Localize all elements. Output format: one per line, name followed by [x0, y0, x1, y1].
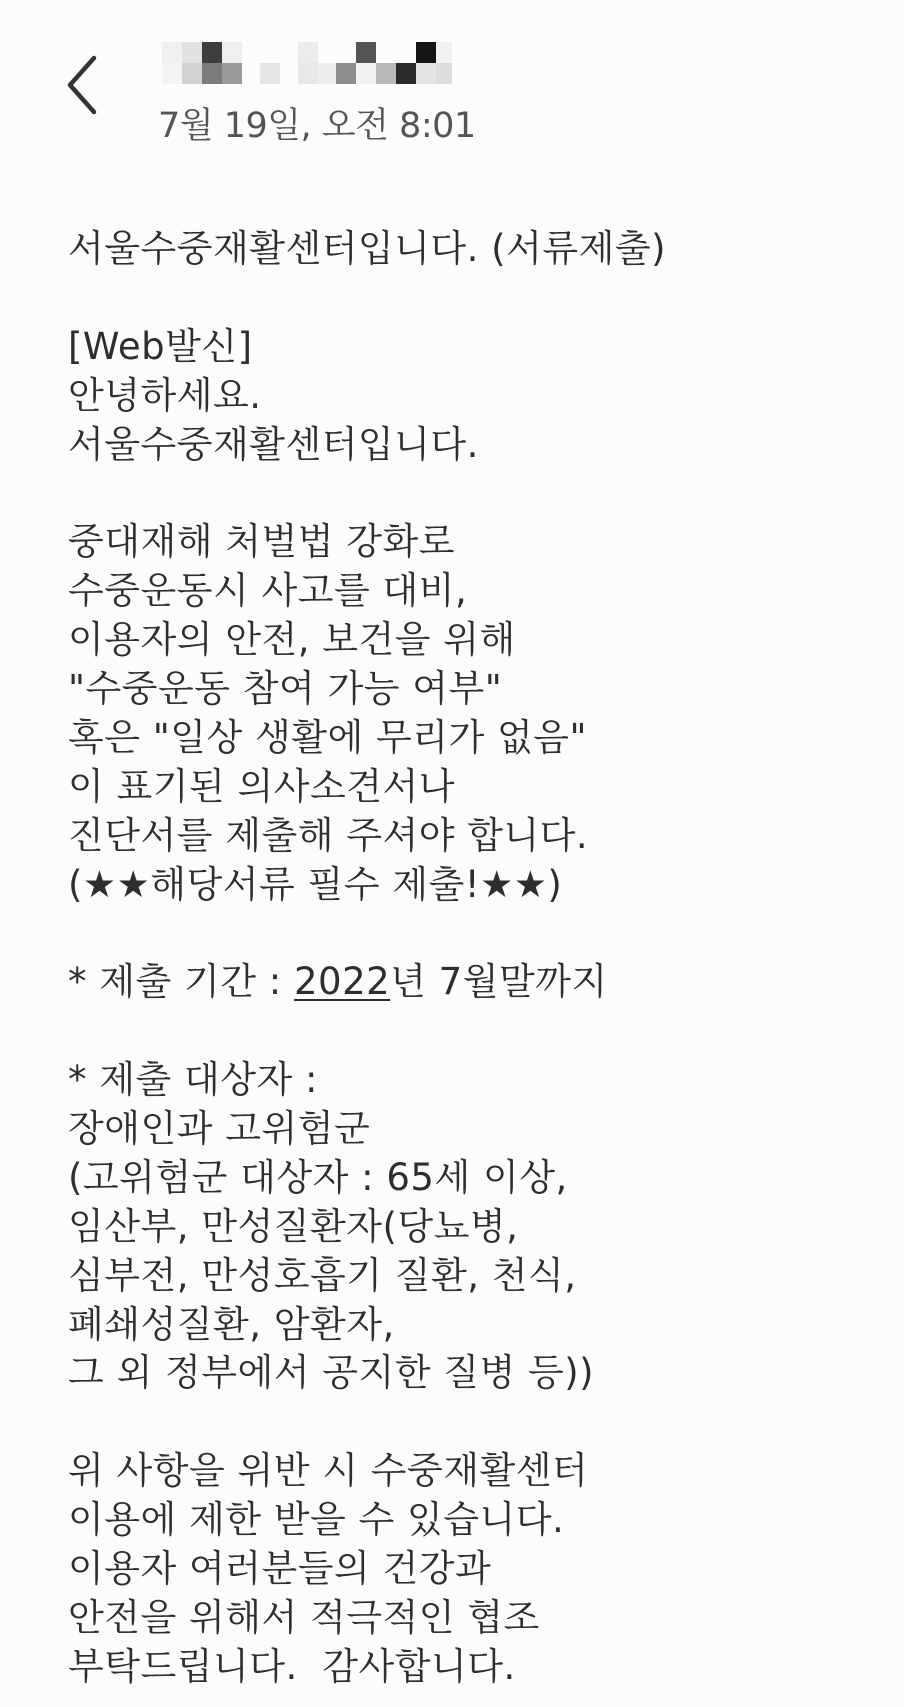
- message-line: "수중운동 참여 가능 여부": [68, 667, 503, 711]
- message-body: [68, 225, 868, 1692]
- message-line: 위 사항을 위반 시 수중재활센터: [68, 1449, 589, 1493]
- blank-line: [68, 1007, 868, 1056]
- message-title: 서울수중재활센터입니다. (서류제출): [68, 227, 667, 270]
- message-line: 수중운동시 사고를 대비,: [68, 569, 468, 613]
- blank-line: [68, 274, 868, 323]
- back-button[interactable]: [60, 52, 112, 118]
- message-line: (고위험군 대상자 : 65세 이상,: [68, 1155, 568, 1199]
- message-line: 이용에 제한 받을 수 있습니다.: [68, 1498, 565, 1542]
- message-line: 이용자의 안전, 보건을 위해: [68, 618, 516, 662]
- message-line: 이 표기된 의사소견서나: [68, 764, 455, 808]
- message-line: 안전을 위해서 적극적인 협조: [68, 1595, 540, 1639]
- message-line: 임산부, 만성질환자(당뇨병,: [68, 1204, 519, 1248]
- year-link[interactable]: 2022: [293, 960, 391, 1004]
- message-timestamp: 7월 19일, 오전 8:01: [158, 106, 476, 146]
- message-line: 서울수중재활센터입니다.: [68, 422, 479, 466]
- message-line: 심부전, 만성호흡기 질환, 천식,: [68, 1253, 577, 1297]
- message-line: 혹은 "일상 생활에 무리가 없음": [68, 715, 587, 759]
- submission-period-label: * 제출 기간 :: [68, 960, 294, 1004]
- blank-line: [68, 1398, 868, 1447]
- sender-name-pixelated: [162, 42, 472, 84]
- blank-line: [68, 909, 868, 958]
- message-line: 중대재해 처벌법 강화로: [68, 520, 455, 564]
- message-line: 그 외 정부에서 공지한 질병 등)): [68, 1351, 595, 1395]
- message-line: 부탁드립니다. 감사합니다.: [68, 1644, 516, 1688]
- message-line: 이용자 여러분들의 건강과: [68, 1547, 492, 1591]
- message-header: [0, 0, 904, 160]
- message-line: (★★해당서류 필수 제출!★★): [68, 862, 563, 906]
- chevron-left-icon: [60, 52, 112, 118]
- submission-period-deadline: 년 7월말까지: [390, 960, 608, 1004]
- message-line: 진단서를 제출해 주셔야 합니다.: [68, 813, 589, 857]
- message-line: 장애인과 고위험군: [68, 1107, 371, 1151]
- message-line: * 제출 대상자 :: [68, 1058, 318, 1102]
- message-line: 폐쇄성질환, 암환자,: [68, 1302, 395, 1346]
- blank-line: [68, 469, 868, 518]
- message-line: [Web발신]: [68, 324, 253, 368]
- submission-period-line: [68, 958, 868, 1007]
- message-line: 안녕하세요.: [68, 373, 262, 417]
